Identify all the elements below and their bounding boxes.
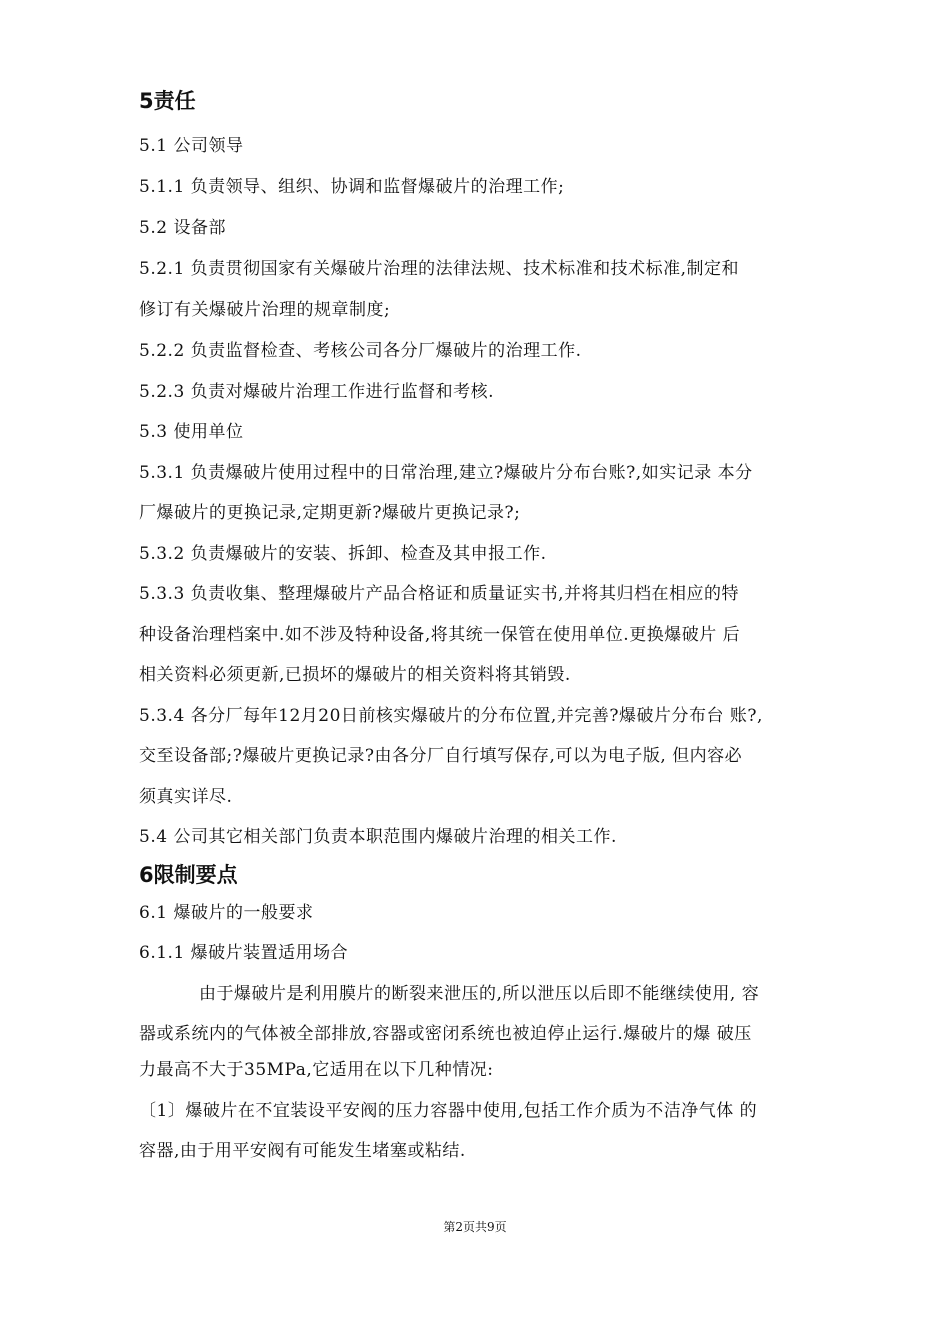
text-line: 种设备治理档案中.如不涉及特种设备,将其统一保管在使用单位.更换爆破片 后 [139,625,741,645]
text-line: 相关资料必须更新,已损坏的爆破片的相关资料将其销毁. [139,665,571,685]
text-line: 器或系统内的气体被全部排放,容器或密闭系统也被迫停止运行.爆破片的爆 破压 [139,1024,752,1044]
text-line: 5.3 使用单位 [139,422,244,442]
paragraph-first-line: 由于爆破片是利用膜片的断裂来泄压的,所以泄压以后即不能继续使用, 容 [199,984,760,1004]
text-line: 6.1.1 爆破片装置适用场合 [139,943,349,963]
text-line: 交至设备部;?爆破片更换记录?由各分厂自行填写保存,可以为电子版, 但内容必 [139,746,743,766]
section-heading-5: 5责任 [139,89,196,113]
text-line: 须真实详尽. [139,787,233,807]
text-line: 5.2.1 负责贯彻国家有关爆破片治理的法律法规、技术标准和技术标准,制定和 [139,259,740,279]
text-line: 力最高不大于35MPa,它适用在以下几种情况: [139,1060,494,1080]
text-line: 5.3.2 负责爆破片的安装、拆卸、检查及其申报工作. [139,544,547,564]
text-line: 5.1 公司领导 [139,136,244,156]
text-line: 厂爆破片的更换记录,定期更新?爆破片更换记录?; [139,503,521,523]
section-heading-6: 6限制要点 [139,863,238,887]
text-line: 5.2 设备部 [139,218,226,238]
text-line: 6.1 爆破片的一般要求 [139,903,314,923]
text-line: 5.4 公司其它相关部门负责本职范围内爆破片治理的相关工作. [139,827,617,847]
text-line: 5.1.1 负责领导、组织、协调和监督爆破片的治理工作; [139,177,565,197]
text-line: 5.2.2 负责监督检查、考核公司各分厂爆破片的治理工作. [139,341,582,361]
text-line: 5.3.4 各分厂每年12月20日前核实爆破片的分布位置,并完善?爆破片分布台 账?, [139,706,763,726]
text-line: 5.2.3 负责对爆破片治理工作进行监督和考核. [139,382,495,402]
text-line: 修订有关爆破片治理的规章制度; [139,300,391,320]
text-line: 〔1〕爆破片在不宜装设平安阀的压力容器中使用,包括工作介质为不洁净气体 的 [139,1101,758,1121]
text-line: 容器,由于用平安阀有可能发生堵塞或粘结. [139,1141,466,1161]
page-number-footer: 第2页共9页 [443,1220,507,1234]
text-line: 5.3.1 负责爆破片使用过程中的日常治理,建立?爆破片分布台账?,如实记录 本分 [139,463,753,483]
text-line: 5.3.3 负责收集、整理爆破片产品合格证和质量证实书,并将其归档在相应的特 [139,584,740,604]
